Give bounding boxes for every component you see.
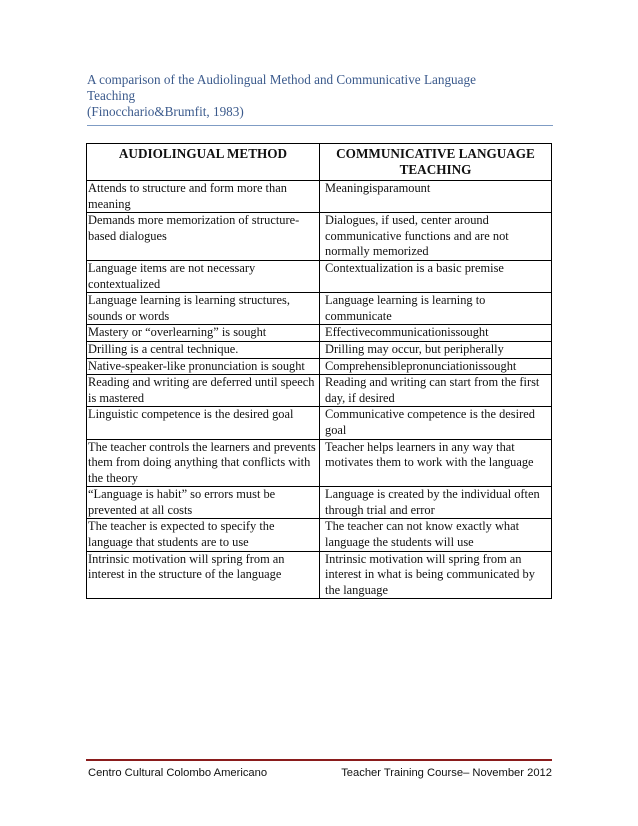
audiolingual-cell: Native-speaker-like pronunciation is sought	[87, 358, 320, 375]
communicative-cell: Intrinsic motivation will spring from an interest in what is being communicated by the language	[320, 551, 552, 599]
communicative-cell: The teacher can not know exactly what language the students will use	[320, 519, 552, 551]
communicative-cell: Teacher helps learners in any way that motivates them to work with the language	[320, 439, 552, 487]
audiolingual-cell: The teacher controls the learners and prevents them from doing anything that conflicts with the theory	[87, 439, 320, 487]
communicative-cell: Meaningisparamount	[320, 181, 552, 213]
table-row	[87, 487, 552, 519]
table-row	[87, 260, 552, 292]
table-row	[87, 341, 552, 358]
communicative-cell: Dialogues, if used, center around communicative functions and are not normally memorized	[320, 213, 552, 261]
column-header-audiolingual: AUDIOLINGUAL METHOD	[87, 144, 320, 181]
communicative-cell: Contextualization is a basic premise	[320, 260, 552, 292]
table-row	[87, 181, 552, 213]
audiolingual-cell: Demands more memorization of structure-based dialogues	[87, 213, 320, 261]
document-title	[87, 72, 553, 120]
communicative-cell: Communicative competence is the desired goal	[320, 407, 552, 439]
table-row	[87, 375, 552, 407]
communicative-cell: Comprehensiblepronunciationissought	[320, 358, 552, 375]
title-citation: (Finocchario&Brumfit, 1983)	[87, 104, 244, 119]
footer-institution: Centro Cultural Colombo Americano	[88, 767, 268, 779]
communicative-cell: Drilling may occur, but peripherally	[320, 341, 552, 358]
table-row	[87, 551, 552, 599]
footer-divider	[86, 759, 552, 761]
communicative-cell: Reading and writing can start from the first day, if desired	[320, 375, 552, 407]
audiolingual-cell: Mastery or “overlearning” is sought	[87, 325, 320, 342]
audiolingual-cell: Reading and writing are deferred until speech is mastered	[87, 375, 320, 407]
audiolingual-cell: Linguistic competence is the desired goal	[87, 407, 320, 439]
communicative-cell: Language is created by the individual often through trial and error	[320, 487, 552, 519]
title-underline	[87, 125, 553, 126]
table-row	[87, 439, 552, 487]
table-row	[87, 407, 552, 439]
title-line-2: Teaching	[87, 88, 136, 103]
table-row	[87, 293, 552, 325]
audiolingual-cell: The teacher is expected to specify the language that students are to use	[87, 519, 320, 551]
audiolingual-cell: Attends to structure and form more than meaning	[87, 181, 320, 213]
table-header-row	[87, 144, 552, 181]
table-row	[87, 325, 552, 342]
comparison-table	[86, 143, 552, 599]
column-header-communicative: COMMUNICATIVE LANGUAGE TEACHING	[320, 144, 552, 181]
table-row	[87, 519, 552, 551]
audiolingual-cell: Drilling is a central technique.	[87, 341, 320, 358]
table-row	[87, 213, 552, 261]
table-row	[87, 358, 552, 375]
audiolingual-cell: “Language is habit” so errors must be prevented at all costs	[87, 487, 320, 519]
audiolingual-cell: Language items are not necessary contextualized	[87, 260, 320, 292]
footer-course: Teacher Training Course– November 2012	[341, 767, 552, 779]
audiolingual-cell: Intrinsic motivation will spring from an interest in the structure of the language	[87, 551, 320, 599]
communicative-cell: Effectivecommunicationissought	[320, 325, 552, 342]
title-line-1: A comparison of the Audiolingual Method and Communicative Language	[87, 72, 476, 87]
communicative-cell: Language learning is learning to communicate	[320, 293, 552, 325]
audiolingual-cell: Language learning is learning structures, sounds or words	[87, 293, 320, 325]
